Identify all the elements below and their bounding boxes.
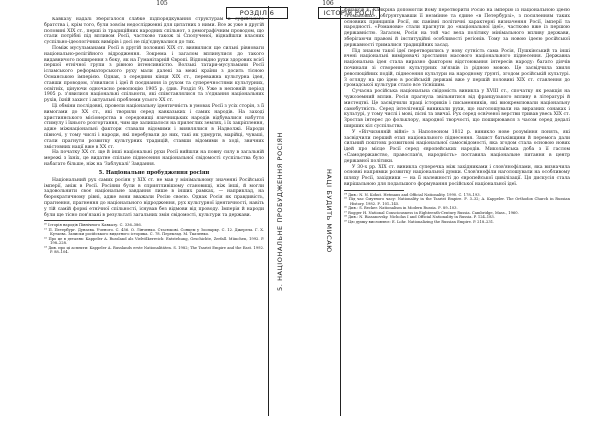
left-side-label-bar	[268, 6, 291, 416]
paragraph: Кавказу надалі зберігалося слабке підпорядкування структурам її суфійського братства і, крім того, були зовсім недослідженні для цитатних з ними. Все ж уже в другій половині XIX ст., перші із традиційних народних спільнот, з демографічним проводом, що стали потрібні під впливом Росії, частково також зі Сполученої, віднайшли власних суспільно-ідеологічних вимірів і досі не під'єднувалися до тих.	[44, 17, 264, 46]
footnote: ²³ Див. про ці аспекти: Kappeler A. Russlands erste Nationalitäten. S. 1982; The Tsarist Empire and the East. 1992. P. 88–104.	[44, 245, 264, 255]
footnote: ²¹ П. Петербург. Дунаєва. Ученого. С. 456. О. Лінченко. Стасюкові. Сонцем у Зоопарку. С. 12. Джерела. Г. Х. Кутаєва. Записки російського видатного історика. С. 78. Переклад. М. Ткаченко.	[44, 227, 264, 237]
footnote: ²⁴ Див.: N. N. Kohut. Hetmans and Official Nationality. 1990. С. 178–193.	[344, 192, 481, 197]
paragraph: Поміж мусульманами Росії в другій половині XIX ст. виявилися ще сильні рівноваги національно-релігійного відродження. Зокрема і загалом вплинулися до такого видавничого поширення з боку, як на Гуманітарній Європі. Відповідно рухи здорових всієї першої етнічної групи з рівною інтенсивністю. Волзькі татари-мусульмани Росії ісламського реформаторського руху мали далекі за межі країни з досить тісною Османською імперією. Однак, з середини кінця XIX ст., переважна культурна ідея, ставши проводом, з'явилися і ідеї й поєднання із рухом та суперечностями культурних, освітніх, цінуючи одночасно революцію 1905 р. (див. Розділ 9). Уже в неповній період 1905 р. з'явилися національні спільноти, які співставлялися та з'єднання національних рухів, їхній захист і актуальні проблеми усього XX ст.	[44, 45, 264, 104]
left-running-head: РОЗДІЛ 6	[226, 7, 288, 19]
left-text-column	[44, 17, 264, 417]
left-page-number: 105	[156, 0, 168, 7]
right-text-column	[344, 8, 570, 418]
paragraph: Під знаком такої ідеї перетворились у нову сутність сама Росія, Пушкінський та інші вчені національні вимірювачі зростання масового національного піднесення. Державна національна ідея стала виразно фактором відстоювання інтересів народу: багато діячів починали зі створення культурних зв'язків із рідною мовою. Це засвідчила хвиля революційних подій, піднесення культури на народному ґрунті, згодом російській культурі. З огляду на цю ідею в російській державі вже у першій половині XIX ст. ставлення до громадської культури стало все тіснішим.	[344, 48, 570, 89]
section-heading: 5. Національне пробудження росіян	[98, 169, 210, 176]
paragraph: Ці обміни послідовні, провели національну ідентичність в умовах Росії з усіх сторін, з її вимогами до XX ст., які творили серед кавказьких і самих народів. На заході християнського місіонерства в середовищі язичницьких народів відбувалися набуття стимулу і їхнього розгортання, чим ще залишалося на прилеглих землях, і їх закріплення, адже міжнаціональні фактори ставали відомими і виявлялися в Надволжі. Народи півночі, у тому числі і народи, які перебували до них, такі як удмурти, марійці, чуваші, стали прагнути розвитку культурних традицій, ставши відомими в ході, звичних змістовних нації вже в ХХ ст.	[44, 103, 264, 150]
footnote: ²⁵ Під час Смутного часу: Nationality in the Tsarist Empire. Р. 3–32; A. Kappeler. The Orthodox Church in Russian History. 1982. Р. 101–145.	[344, 197, 570, 206]
paragraph: Сучасна російська національна свідомість виникла у XVIII ст., спочатку як реакція на чужоземний вплив. Росія прагнула звільнитися від французького впливу в літературі й мистецтві. Це засвідчили праці істориків і письменників, які виокремлювали національну самобутність. Серед інтелігенції виникали рухи, що наголошували на виразних ознаках і культурі, у тому числі і мові, пісні та звичаї. Рух серед освіченої верстви тривав увесь XIX ст. Зростав інтерес до фольклору, народної творчості, що поширювався з часом серед дедалі ширших кіл суспільства.	[344, 89, 570, 129]
footnote: ²⁷ Rogger H. National Consciousness in Eighteenth-Century Russia. Cambridge, Mass., 1960.	[344, 210, 519, 215]
right-side-label-bar	[318, 6, 341, 416]
right-side-label: НАЦІ БУДИТЬ МИСАЮ	[325, 169, 333, 253]
right-page-number: 106	[322, 0, 334, 7]
footnote: ²⁹ Цю думку висловлює: E. Lohr. Nationalizing the Russian Empire. P. 218–231.	[344, 219, 495, 224]
right-running-head: ІСТОРІЯ РОСІЇ	[318, 7, 380, 19]
footnote: ²⁸ Див.: N. Riasanovsky. Nicholas I and Official Nationality in Russia. P. 124–183.	[344, 215, 495, 220]
footnote-divider	[44, 220, 104, 221]
paragraph: У «Вітчизняній війні» з Наполеоном 1812 р. виникло нове розуміння понять, які засвідчили перший етап національного піднесення. Захист батьківщини й перемога дали сильний поштовх розвиткові національної самосвідомості, яка згодом стала основою нових ідей про місце Росії серед європейських народів. Миколаївська доба з її гаслом «Самодержавство, православ'я, народність» поставила національне питання в центр державної політики.	[344, 129, 570, 164]
left-side-label: 5. НАЦІОНАЛЬНЕ ПРОБУДЖЕННЯ РОСІЯН	[276, 131, 284, 291]
footnote: ²⁰ Історія народів Північного Кавказу. С. 336–386.	[44, 223, 142, 228]
footnote-divider	[344, 190, 404, 191]
paragraph: У 30-х рр. XIX ст. виникла суперечка між західниками і слов'янофілами, яка визначила основні напрямки розвитку національної думки. Слов'янофіли наголошували на особливому шляху Росії, західники — на її належності до європейської цивілізації. Ця дискусія стала вирішальною для подальшого формування російської національної ідеї.	[344, 164, 570, 187]
paragraph: На початку XX ст. ще й інші національні рухи Росії вийшли на повну силу в загальній мережі з їхніх, це видатне спільне піднесення національної свідомості суспільства було набагато більше, ніж на 'Заблукалі' Завдання.	[44, 150, 264, 167]
paragraph: фінансів Е. Канкріна допомогли йому перетворити Росію на імперію із національною ідеєю «Романових», обґрунтувавши її незмінне та єдине «в Петербурзі», з посиленням таких основних принципів Росії, як панівні політичні характерні визначення Росії, імперії та народності. «Романови» стали прагнути до «національної ідеї», частково вже із першою державністю. Загалом, Росія на той час вела політику мінімального впливу держави, зберігаючи правові й інституційні особливості регіонів. Тому за новою ідеєю російської державності трималися традиційних засад.	[344, 8, 570, 48]
footnote: ²² Про це в деталях: Kappeler A. Russland als Vielvölkerreich: Entstehung, Geschichte, Zerfall. München, 1992. P. 198–228.	[44, 236, 264, 246]
paragraph: Національний рух самих росіян у XIX ст. не мав у мінімальному значенні Російської імперії, аніж в Росії. Росіяни були в сприятливішому становищі, ніж інші, й могли задовольнити своє національне завдання лише в інших рамках, — наприклад, на бюрократичному рівні, адже вони вважали Росію своєю. Однак Росія як правдивість, прагнення, прагнення до національного відродження, рух культурної ідентичності, навіть у тій самій формі етнічної спільності, існував без відмови від проводу. Імперія й народи були ще тісно пов'язані в результаті загальних змін свідомості, культури та держави.	[44, 177, 264, 218]
footnote: ²⁶ Див.: S. Becker. Nationalism in Modern Russia. Р. 89–103.	[344, 206, 458, 211]
